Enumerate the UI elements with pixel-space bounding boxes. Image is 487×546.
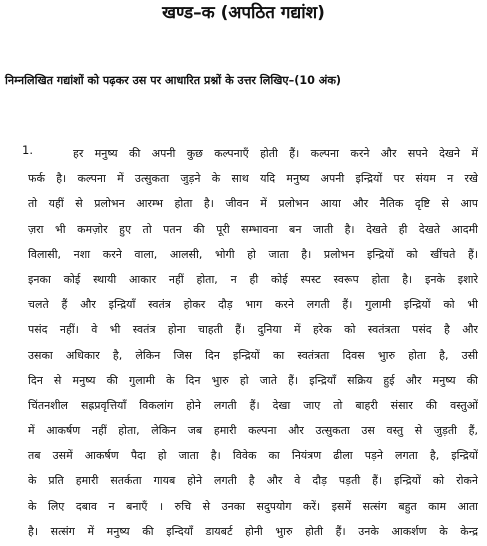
instruction-text: निम्नलिखित गद्यांशों को पढ़कर उस पर आधारित प्रश्नों के उत्तर लिखिए–(10 अंक)	[5, 74, 342, 87]
passage-line: तो यहीं से प्रलोभन आरम्भ होता है। जीवन में प्रलोभन आया और नैतिक दृष्टि से आप	[28, 197, 478, 211]
passage-line: फर्क है। कल्पना में उत्सुकता जुड़ने के साथ यदि मनुष्य अपनी इन्द्रियों पर संयम न रखे	[28, 172, 478, 186]
passage-paragraph	[28, 141, 478, 544]
passage-line: है। सत्संग में मनुष्य की इन्दियाँ डायबर्ट होनी भुारु होती हैं। उनके आकर्शण के केन्द्र	[28, 524, 478, 538]
passage-line: चिंतनशील सह्रप्रवृत्तियाँ विकलांग होने लगती हैं। देखा जाए तो बाहरी संसार की वस्तुओं	[28, 398, 478, 412]
passage-line: उसका अधिकार है, लेकिन जिस दिन इन्द्रियों का स्वतंत्रता दिवस भुारु होता है, उसी	[28, 348, 478, 362]
question-number: 1.	[22, 143, 33, 157]
passage-line: के लिए दबाव न बनाएँ । रुचि से उनका सदुपयोग करें। इसमें सत्संग बहुत काम आता	[28, 499, 478, 513]
passage-line: चलते हैं और इन्द्रियाँ स्वतंत्र होकर दौड़ भाग करने लगती हैं। गुलामी इन्द्रियों को भी	[28, 298, 478, 312]
passage-line: इनका कोई स्थायी आकार नहीं होता, न ही कोई स्पस्ट स्वरूप होता है। इनके इशारे	[28, 272, 478, 286]
passage-line: के प्रति हमारी सतर्कता गायब होने लगती है और वे दौड़ पड़ती हैं। इन्द्रियों को रोकने	[28, 474, 478, 488]
passage-line: में आकर्षण नहीं होता, लेकिन जब हमारी कल्पना और उत्सुकता उस वस्तु से जुड़ती हैं,	[28, 424, 478, 438]
passage-line: दिन से मनुष्य की गुलामी के दिन भुारु हो जाते हैं। इन्द्रियाँ सक्रिय हुई और मनुष्य की	[28, 373, 478, 387]
section-title: खण्ड–क (अपठित गद्यांश)	[162, 3, 325, 23]
passage-line: तब उसमें आकर्षण पैदा हो जाता है। विवेक का नियंत्रण ढीला पड़ने लगता है, इन्द्रियों	[28, 449, 478, 463]
passage-line: पसंद नहीं। वे भी स्वतंत्र होना चाहती हैं। दुनिया में हरेक को स्वतंत्रता पसंद है और	[28, 323, 478, 337]
passage-line: हर मनुष्य की अपनी कुछ कल्पनाएँ होती हैं। कल्पना करने और सपने देखने में	[73, 147, 478, 160]
passage-line: ज़रा भी कमज़ोर हुए तो पतन की पूरी सम्भावना बन जाती है। देखते ही देखते आदमी	[28, 222, 478, 236]
passage-line: विलासी, नशा करने वाला, आलसी, भोगी हो जाता है। प्रलोभन इन्द्रियों को खींचते हैं।	[28, 247, 478, 261]
